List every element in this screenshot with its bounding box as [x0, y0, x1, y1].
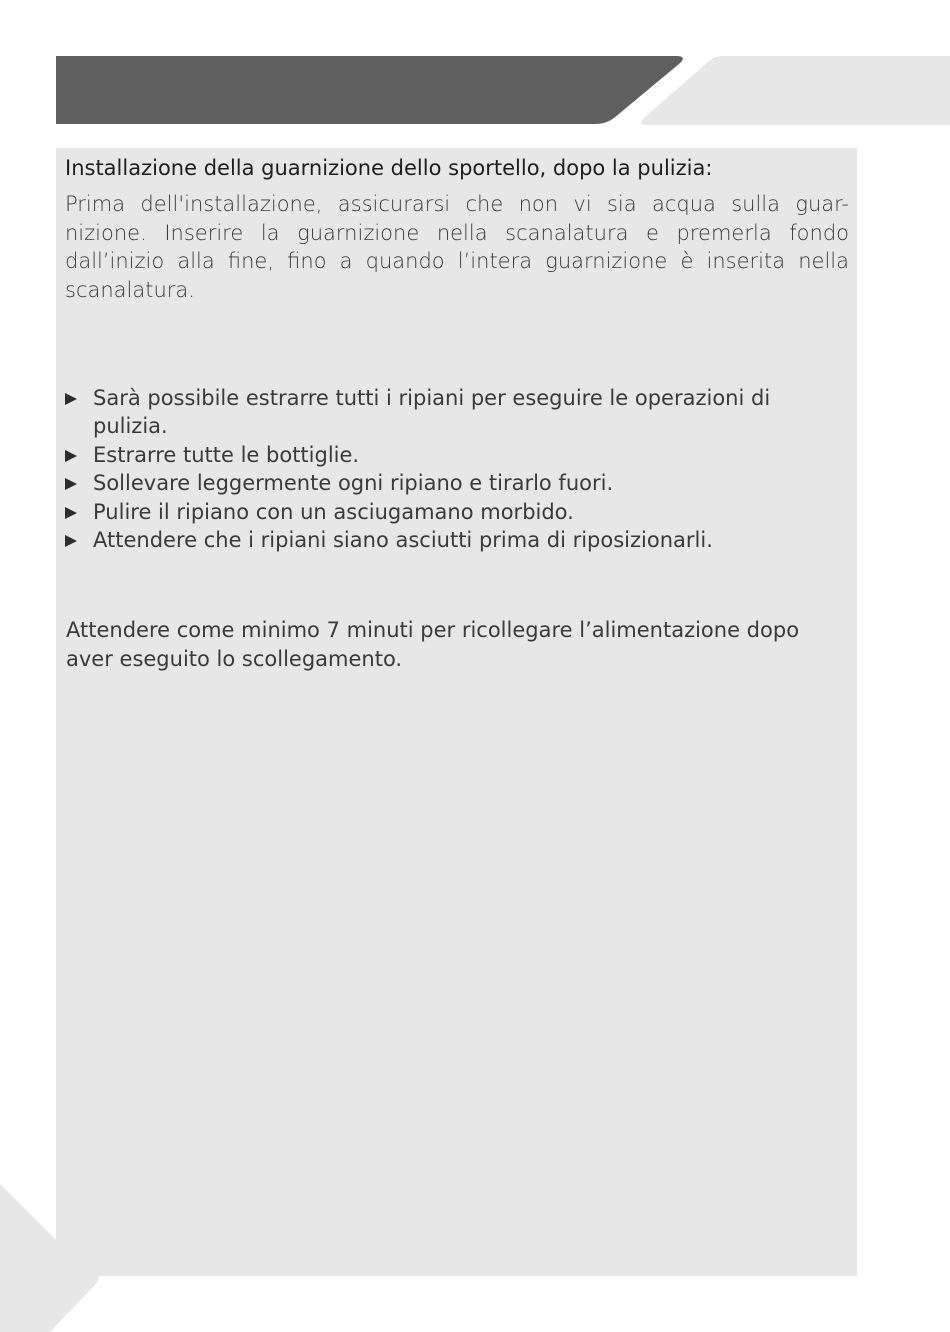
triangle-bullet-icon	[65, 393, 77, 405]
section-heading: Installazione della guarnizione dello sportello, dopo la pulizia:	[65, 156, 713, 180]
list-item-text: Pulire il ripiano con un asciugamano morbido.	[93, 499, 574, 524]
content-panel	[56, 148, 857, 1276]
list-item-text: Attendere che i ripiani siano asciutti prima di riposizionarli.	[93, 528, 713, 553]
list-item-text: Estrarre tutte le bottiglie.	[93, 442, 360, 467]
triangle-bullet-icon	[65, 450, 77, 462]
list-item	[65, 498, 849, 526]
power-reconnect-note: Attendere come minimo 7 minuti per ricollegare l’alimentazione dopo aver eseguito lo scollegamento.	[66, 618, 800, 671]
list-item	[65, 526, 849, 554]
list-item-text: Sarà possibile estrarre tutti i ripiani per eseguire le operazioni di pulizia.	[93, 386, 771, 439]
header-tab	[641, 56, 950, 125]
list-item-text: Sollevare leggermente ogni ripiano e tirarlo fuori.	[93, 471, 614, 496]
gasket-instructions-paragraph: Prima dell'installazione, assicurarsi che non vi sia acqua sulla guar-nizione. Inserire la guarnizione nella scanalatura e premerla fondo dall’inizio alla fine, fino a quando l’intera guarnizione è inserita nella scanalatura.	[65, 192, 849, 302]
list-item	[65, 384, 849, 441]
triangle-bullet-icon	[65, 507, 77, 519]
triangle-bullet-icon	[65, 478, 77, 490]
list-item	[65, 441, 849, 469]
triangle-bullet-icon	[65, 535, 77, 547]
list-item	[65, 469, 849, 497]
header-bar	[56, 56, 683, 124]
shelf-cleaning-list	[65, 384, 849, 554]
